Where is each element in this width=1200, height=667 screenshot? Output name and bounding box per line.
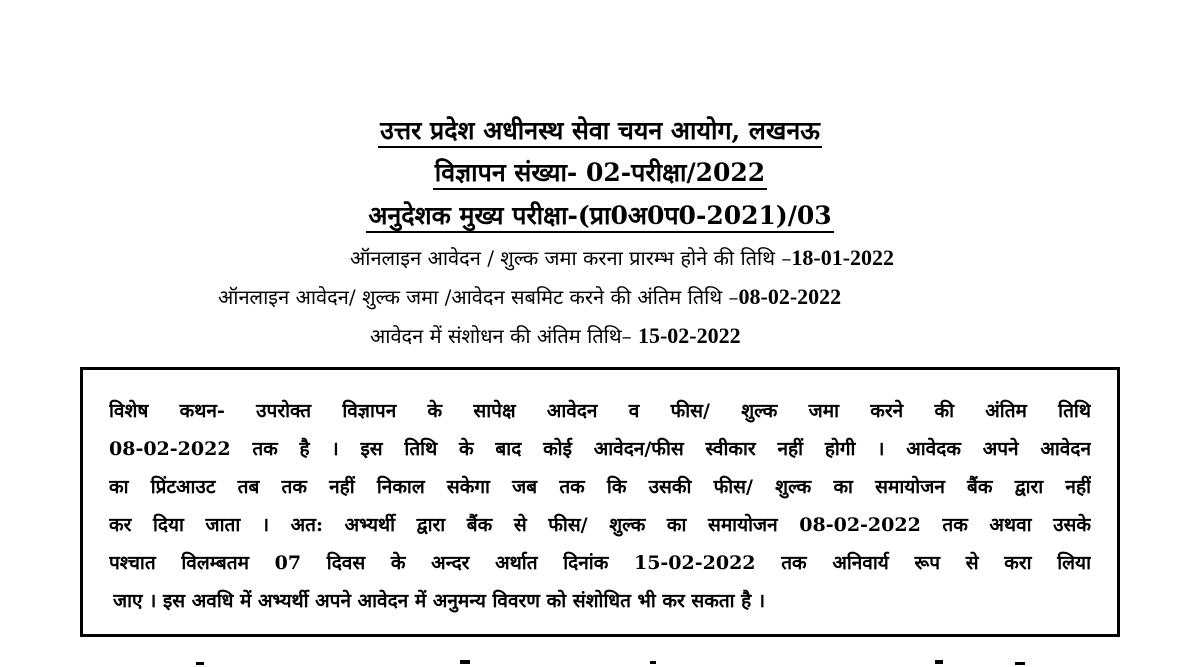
date-label: ऑनलाइन आवेदन/ शुल्क जमा /आवेदन सबमिट करने की अंतिम तिथि – bbox=[218, 285, 739, 309]
date-value: 15-02-2022 bbox=[637, 323, 741, 348]
date-line-start bbox=[350, 244, 894, 272]
advertisement-number-text: विज्ञापन संख्या- 02-परीक्षा/2022 bbox=[433, 158, 767, 190]
notice-line: कर दिया जाता । अत: अभ्यर्थी द्वारा बैंक से फीस/ शुल्क का समायोजन 08-02-2022 तक अथवा उसके bbox=[109, 514, 1091, 536]
date-value: 18-01-2022 bbox=[791, 245, 895, 270]
date-line-correction bbox=[370, 322, 741, 350]
special-notice-box bbox=[80, 367, 1120, 637]
organization-title bbox=[0, 114, 1200, 148]
date-line-last-date bbox=[218, 283, 841, 311]
organization-title-text: उत्तर प्रदेश अधीनस्थ सेवा चयन आयोग, लखनऊ bbox=[378, 116, 822, 148]
advertisement-number bbox=[0, 156, 1200, 190]
date-label: आवेदन में संशोधन की अंतिम तिथि– bbox=[370, 324, 638, 348]
notice-line: पश्चात विलम्बतम 07 दिवस के अन्दर अर्थात दिनांक 15-02-2022 तक अनिवार्य रूप से करा लिया bbox=[109, 552, 1091, 574]
date-value: 08-02-2022 bbox=[738, 284, 842, 309]
notice-line: 08-02-2022 तक है । इस तिथि के बाद कोई आवेदन/फीस स्वीकार नहीं होगी । आवेदक अपने आवेदन bbox=[109, 438, 1091, 460]
exam-title-text: अनुदेशक मुख्य परीक्षा-(प्रा0अ0प0-2021)/03 bbox=[366, 201, 833, 233]
exam-title bbox=[0, 199, 1200, 233]
date-label: ऑनलाइन आवेदन / शुल्क जमा करना प्रारम्भ होने की तिथि – bbox=[350, 246, 792, 270]
cropped-text-fragments bbox=[0, 652, 1200, 667]
cropped-next-line bbox=[0, 652, 1200, 667]
notice-line: का प्रिंटआउट तब तक नहीं निकाल सकेगा जब तक कि उसकी फीस/ शुल्क का समायोजन बैंक द्वारा नहीं bbox=[109, 476, 1091, 498]
notice-line: विशेष कथन- उपरोक्त विज्ञापन के सापेक्ष आवेदन व फीस/ शुल्क जमा करने की अंतिम तिथि bbox=[109, 400, 1091, 422]
notice-line: जाए । इस अवधि में अभ्यर्थी अपने आवेदन में अनुमन्य विवरण को संशोधित भी कर सकता है । bbox=[113, 590, 766, 612]
